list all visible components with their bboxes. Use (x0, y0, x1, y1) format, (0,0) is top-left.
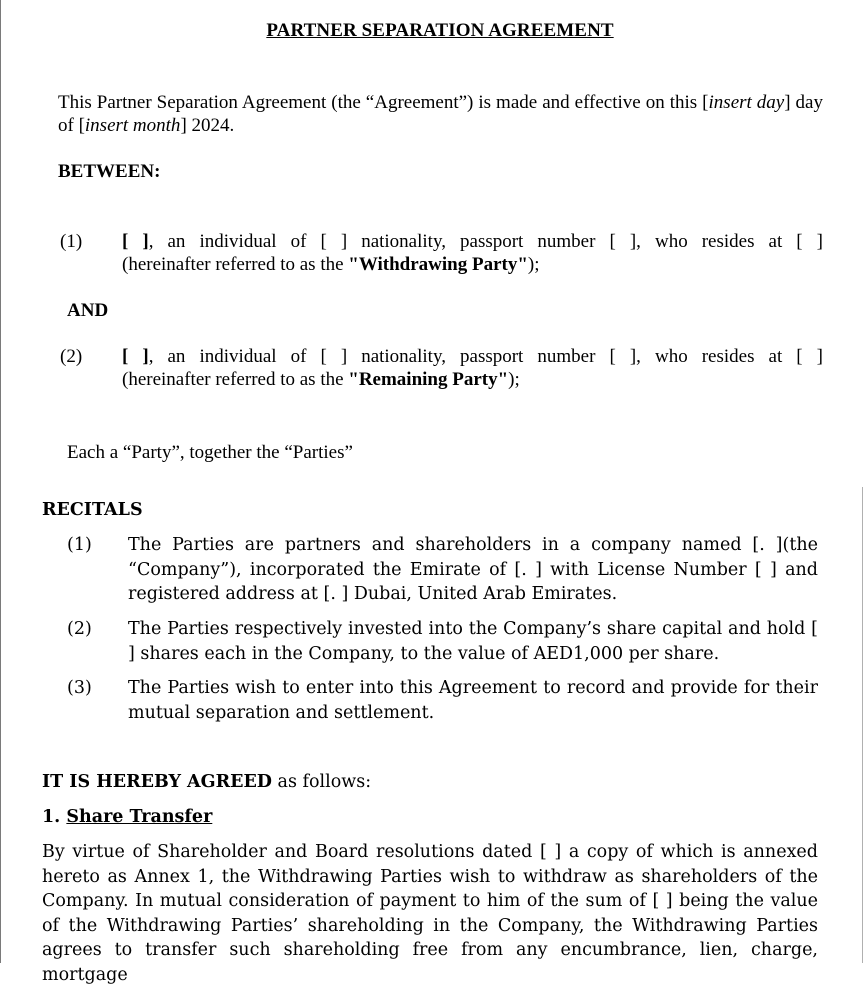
agreed-rest: as follows: (271, 772, 372, 792)
party1-bracket: [ ] (122, 231, 149, 252)
party2-line2-pre: (hereinafter referred to as the (122, 369, 349, 390)
agreed-bold: IT IS HEREBY AGREED (42, 772, 272, 792)
recital-2-number: (2) (67, 619, 92, 639)
recitals-heading: RECITALS (42, 500, 143, 520)
party1-line2-post: ); (527, 254, 540, 275)
party1-line1: , an individual of [ ] nationality, passport number [ ], who resides at [ ] (148, 231, 823, 252)
agreed-statement (42, 770, 371, 794)
party1-line2-pre: (hereinafter referred to as the (122, 254, 349, 275)
page-left-border (0, 0, 1, 963)
intro-insert-month: insert month (84, 115, 181, 136)
party2-line2-post: ); (508, 369, 520, 390)
party2-line1: , an individual of [ ] nationality, passport number [ ], who resides at [ ] (148, 346, 823, 367)
section-1-body: By virtue of Shareholder and Board resolutions dated [ ] a copy of which is annexed hereto as Annex 1, the Withdrawing Parties wish to withdraw as shareholders of the Company. In mutual consideration of payment to him of the sum of [ ] being the value of the Withdrawing Parties’ shareholding in the Company, the Withdrawing Parties agrees to transfer such shareholding free from any encumbrance, lien, charge, mortgage (42, 842, 818, 985)
each-party-definition: Each a “Party”, together the “Parties” (67, 442, 353, 463)
recital-1-text: The Parties are partners and shareholders in a company named [. ](the “Company”), incorporated the Emirate of [. ] with License Number [ ] and registered address at [. ] Dubai, United Arab Emirates. (128, 535, 818, 604)
section-1-title: Share Transfer (66, 807, 213, 827)
between-label: BETWEEN: (58, 161, 161, 182)
recital-2-text: The Parties respectively invested into the Company’s share capital and hold [ ] shares each in the Company, to the value of AED1,000 per share. (128, 619, 818, 664)
recital-1-number: (1) (67, 535, 92, 555)
document-title: PARTNER SEPARATION AGREEMENT (266, 20, 614, 41)
intro-text-3: ] 2024. (180, 115, 235, 136)
party1-number: (1) (60, 231, 83, 252)
party1-text (122, 230, 823, 276)
intro-text-2: ] day of [ (58, 92, 823, 136)
section-1-number: 1. (42, 807, 61, 827)
party2-text (122, 345, 823, 391)
party2-number: (2) (60, 346, 83, 367)
section-1-heading (42, 805, 212, 829)
recital-3-text: The Parties wish to enter into this Agreement to record and provide for their mutual separation and settlement. (128, 678, 818, 723)
intro-insert-day: insert day (708, 92, 785, 113)
recital-3-number: (3) (67, 678, 92, 698)
party1-role: "Withdrawing Party" (348, 254, 528, 275)
party2-bracket: [ ] (122, 346, 149, 367)
page-right-edge (862, 487, 863, 963)
intro-paragraph (58, 91, 823, 137)
and-label: AND (67, 300, 109, 321)
intro-text-1: This Partner Separation Agreement (the “Agreement”) is made and effective on this [ (58, 92, 709, 113)
party2-role: "Remaining Party" (348, 369, 509, 390)
